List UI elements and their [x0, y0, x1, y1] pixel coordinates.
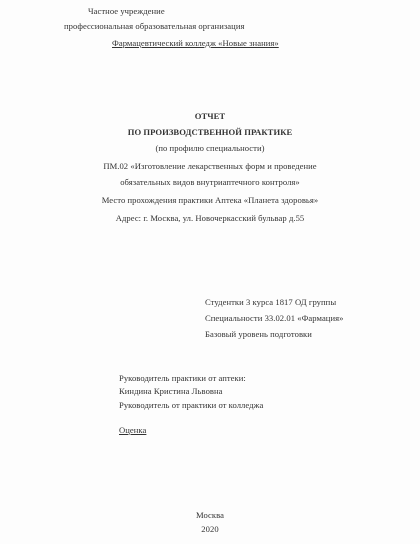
grade-label: Оценка — [119, 425, 147, 435]
footer-year: 2020 — [201, 524, 219, 534]
org-line-2: профессиональная образовательная организация — [64, 21, 245, 31]
org-line-1: Частное учреждение — [88, 6, 165, 16]
report-title: ОТЧЕТ — [194, 111, 226, 121]
footer-city: Москва — [196, 510, 224, 520]
module-line-1: ПМ.02 «Изготовление лекарственных форм и проведение — [103, 161, 317, 171]
student-line-1: Студентки 3 курса 1817 ОД группы — [205, 297, 337, 307]
org-line-3: Фармацевтический колледж «Новые знания» — [112, 38, 279, 48]
report-profile: (по профилю специальности) — [155, 143, 265, 153]
supervisor-pharmacy-label: Руководитель практики от аптеки: — [119, 373, 246, 383]
practice-place: Место прохождения практики Аптека «Планета здоровья» — [101, 195, 319, 205]
student-line-3: Базовый уровень подготовки — [205, 329, 312, 339]
supervisor-pharmacy-name: Киндина Кристина Львовна — [119, 386, 223, 396]
student-line-2: Специальности 33.02.01 «Фармация» — [205, 313, 344, 323]
practice-address: Адрес: г. Москва, ул. Новочеркасский бульвар д.55 — [115, 213, 305, 223]
report-subtitle: ПО ПРОИЗВОДСТВЕННОЙ ПРАКТИКЕ — [127, 127, 293, 137]
module-line-2: обязательных видов внутриаптечного контроля» — [120, 177, 300, 187]
supervisor-college-label: Руководитель от практики от колледжа — [119, 400, 264, 410]
